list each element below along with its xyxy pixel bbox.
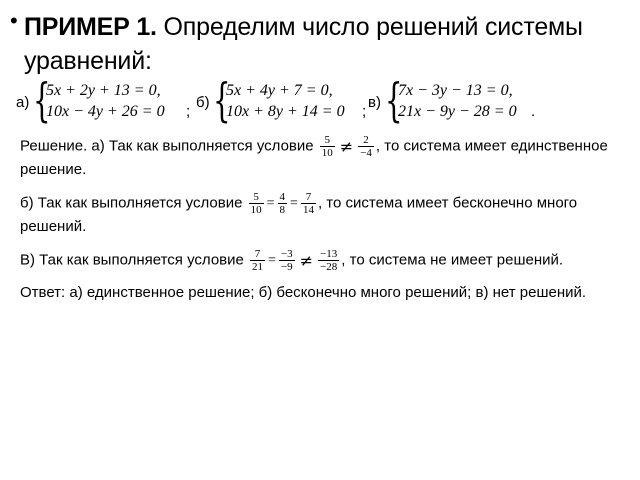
bullet-icon: • [10, 8, 18, 33]
solution-c-prefix: В) Так как выполняется условие [20, 251, 244, 269]
solution-c-suffix: , то система не имеет решений. [341, 251, 564, 269]
fraction-numerator: 5 [249, 191, 264, 204]
fraction-numerator: −3 [280, 248, 293, 260]
system-c-sep: . [531, 103, 536, 120]
fraction-numerator: 7 [301, 191, 316, 204]
title-lead: ПРИМЕР 1. [24, 13, 157, 41]
system-c [368, 73, 568, 127]
fraction [320, 134, 335, 159]
system-a-label: а) [16, 94, 30, 111]
solution-c [20, 248, 620, 273]
not-equal-sign: ≠ [339, 136, 354, 156]
fraction-numerator: −13 [320, 248, 338, 260]
fraction [249, 191, 264, 216]
equal-sign: = [268, 252, 276, 268]
solution-a [20, 134, 620, 181]
system-a-sep: ; [186, 103, 191, 120]
system-a-eq2: 10x − 4y + 26 = 0 [46, 103, 165, 120]
equal-sign: = [290, 195, 298, 211]
solution-b [20, 191, 620, 238]
fraction-denominator: 21 [252, 261, 264, 273]
system-c-eq1: 7x − 3y − 13 = 0, [398, 82, 513, 99]
title-text: Определим число решений системы [156, 13, 583, 41]
system-a [16, 73, 216, 127]
fraction-denominator: −28 [320, 261, 338, 273]
system-c-label: в) [368, 94, 381, 111]
fraction-denominator: −9 [280, 261, 293, 273]
fraction [278, 191, 288, 216]
fraction [358, 134, 374, 159]
system-b-eq1: 5x + 4y + 7 = 0, [226, 82, 333, 99]
fraction [301, 191, 316, 216]
fraction [318, 248, 339, 273]
solution-b-line2: решений. [20, 218, 87, 235]
brace-icon: { [213, 73, 231, 127]
equation-systems [16, 73, 636, 127]
answer-line: Ответ: а) единственное решение; б) бесконечно много решений; в) нет решений. [20, 284, 587, 301]
fraction-denominator: −4 [360, 147, 372, 159]
brace-icon: { [33, 73, 51, 127]
title-line2: уравнений: [24, 47, 152, 75]
solution-b-prefix: б) Так как выполняется условие [20, 194, 243, 212]
fraction-numerator: 2 [358, 134, 374, 147]
solution-a-suffix: , то система имеет единственное [375, 137, 608, 155]
fraction-denominator: 14 [302, 204, 314, 216]
fraction [279, 248, 295, 273]
slide-title [12, 10, 624, 78]
system-b-label: б) [196, 94, 210, 111]
fraction-numerator: 7 [250, 248, 265, 261]
fraction-numerator: 5 [320, 134, 335, 147]
solution-a-prefix: Решение. а) Так как выполняется условие [20, 137, 314, 155]
system-b-eq2: 10x + 8y + 14 = 0 [226, 103, 345, 120]
system-b [196, 73, 386, 127]
brace-icon: { [385, 73, 403, 127]
system-b-sep: ; [362, 103, 367, 120]
equal-sign: = [266, 195, 275, 211]
fraction [250, 248, 265, 273]
fraction-denominator: 10 [321, 147, 333, 159]
not-equal-sign: ≠ [299, 250, 314, 270]
solution-a-line2: решение. [20, 161, 87, 178]
solution-b-suffix: , то система имеет бесконечно много [317, 194, 578, 212]
system-a-eq1: 5x + 2y + 13 = 0, [46, 82, 161, 99]
fraction-denominator: 8 [279, 204, 286, 216]
fraction-numerator: 4 [279, 191, 286, 203]
fraction-denominator: 10 [250, 204, 262, 216]
system-c-eq2: 21x − 9y − 28 = 0 [398, 103, 517, 120]
